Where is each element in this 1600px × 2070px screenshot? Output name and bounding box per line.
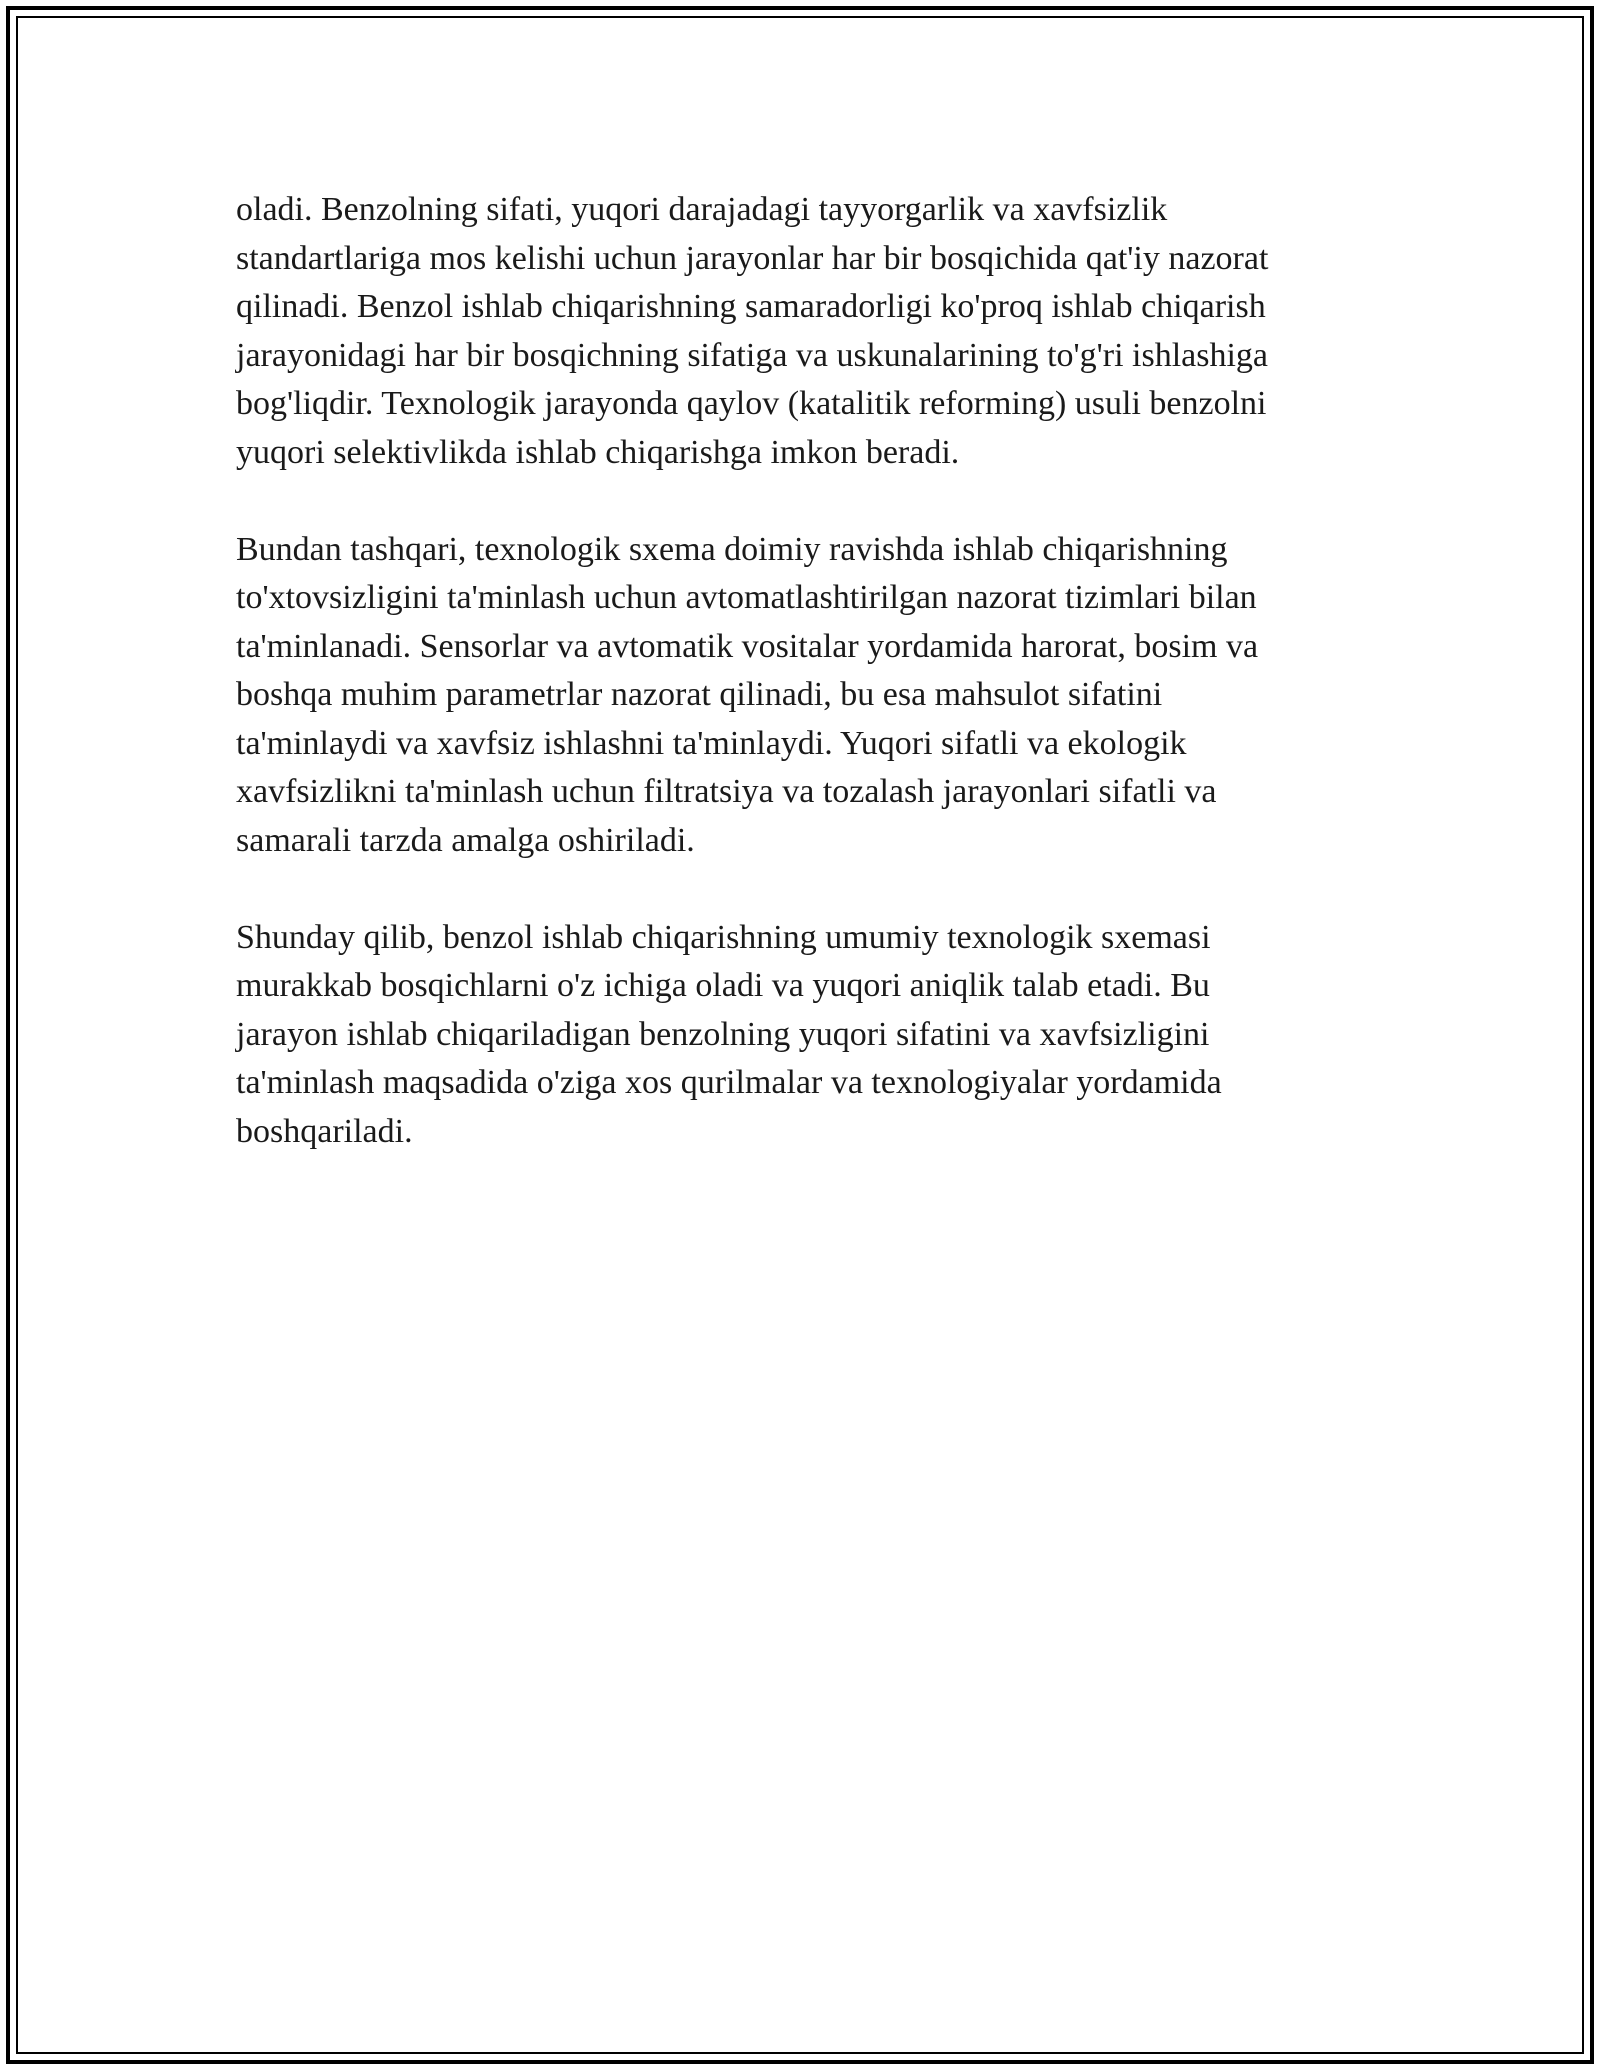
document-body bbox=[236, 186, 1366, 1156]
paragraph-1: oladi. Benzolning sifati, yuqori darajadagi tayyorgarlik va xavfsizlik standartlariga mos kelishi uchun jarayonlar har bir bosqichida qat'iy nazorat qilinadi. Benzol ishlab chiqarishning samaradorligi ko'proq ishlab chiqarish jarayonidagi har bir bosqichning sifatiga va uskunalarining to'g'ri ishlashiga bog'liqdir. Texnologik jarayonda qaylov (katalitik reforming) usuli benzolni yuqori selektivlikda ishlab chiqarishga imkon beradi. bbox=[236, 191, 1269, 471]
paragraph-3: Shunday qilib, benzol ishlab chiqarishning umumiy texnologik sxemasi murakkab bosqichlarni o'z ichiga oladi va yuqori aniqlik talab etadi. Bu jarayon ishlab chiqariladigan benzolning yuqori sifatini va xavfsizligini ta'minlash maqsadida o'ziga xos qurilmalar va texnologiyalar yordamida boshqariladi. bbox=[236, 918, 1222, 1150]
paragraph-2: Bundan tashqari, texnologik sxema doimiy ravishda ishlab chiqarishning to'xtovsizligini ta'minlash uchun avtomatlashtirilgan nazorat tizimlari bilan ta'minlanadi. Sensorlar va avtomatik vositalar yordamida harorat, bosim va boshqa muhim parametrlar nazorat qilinadi, bu esa mahsulot sifatini ta'minlaydi va xavfsiz ishlashni ta'minlaydi. Yuqori sifatli va ekologik xavfsizlikni ta'minlash uchun filtratsiya va tozalash jarayonlari sifatli va samarali tarzda amalga oshiriladi. bbox=[236, 530, 1259, 859]
